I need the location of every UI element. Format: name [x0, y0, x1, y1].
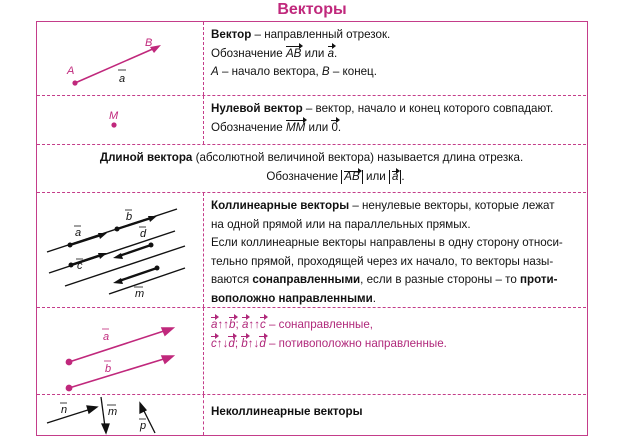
- dir-l2-c: c: [211, 335, 217, 354]
- dir-l1-sym2: ↑↑: [248, 318, 260, 331]
- label-n: n: [61, 404, 68, 416]
- label-a: a: [119, 73, 126, 85]
- length-term: Длиной вектора: [99, 151, 193, 164]
- zero-notation-0: 0: [331, 119, 337, 138]
- length-notation-a: a: [391, 169, 399, 183]
- start-letter: A: [211, 65, 219, 79]
- dir-l1-b: b: [229, 316, 235, 335]
- vector-text: [211, 26, 583, 82]
- length-notation-prefix: Обозначение: [266, 169, 342, 183]
- collinear-figure: [37, 193, 204, 308]
- dir-l2-b: b: [241, 335, 247, 354]
- label-m: m: [108, 406, 118, 418]
- row-vector: [37, 22, 586, 96]
- row-zero-vector: [37, 96, 586, 145]
- collinear-line5a: ваются: [211, 273, 253, 287]
- length-text: [37, 149, 586, 186]
- label-p: p: [140, 420, 147, 432]
- length-def: (абсолютной величиной вектора) называется длина отрезка.: [192, 151, 524, 164]
- label-A: A: [67, 65, 75, 77]
- row-vector-length: [37, 145, 586, 193]
- noncollinear-figure: [37, 395, 204, 435]
- zero-notation-or: или: [305, 120, 332, 134]
- collinear-figure-cell: [37, 193, 204, 307]
- vectors-table: [36, 21, 588, 436]
- opposite-term-part1: проти-: [519, 273, 558, 287]
- length-notation-or: или: [362, 169, 389, 183]
- length-abs-ab: [341, 170, 362, 184]
- vector-notation-a: a: [328, 45, 334, 64]
- dir-l2-d: d: [228, 335, 234, 354]
- dir-l1-c: c: [260, 316, 266, 335]
- dir-l2-sep: ;: [234, 336, 242, 350]
- zero-vector-text: [211, 100, 583, 137]
- dir-l1-a2: a: [242, 316, 248, 335]
- row-collinear: [37, 193, 586, 308]
- zero-vector-figure-cell: [37, 96, 204, 144]
- zero-vector-term: Нулевой вектор: [211, 102, 303, 115]
- length-notation-end: .: [401, 169, 405, 183]
- page-title: Векторы: [277, 1, 347, 18]
- start-text: – начало вектора,: [218, 65, 322, 79]
- codirected-term: сонаправленными: [252, 273, 361, 287]
- vector-figure: [37, 22, 204, 96]
- label-B: B: [145, 37, 153, 49]
- vector-def: – направленный отрезок.: [251, 28, 391, 41]
- zero-vector-def: – вектор, начало и конец которого совпадают.: [302, 102, 554, 115]
- zero-notation-end: .: [337, 120, 342, 134]
- end-text: – конец.: [329, 65, 377, 79]
- zero-vector-figure: [37, 96, 204, 145]
- noncollinear-figure-cell: [37, 395, 204, 435]
- label-a: a: [75, 227, 82, 239]
- label-m: m: [135, 288, 145, 300]
- label-d: d: [140, 228, 147, 240]
- label-c: c: [77, 260, 83, 272]
- label-M: M: [109, 110, 119, 122]
- vector-notation-ab: AB: [286, 45, 301, 64]
- dir-l2-sym: ↑↓: [216, 336, 229, 350]
- dir-l1-sym: ↑↑: [217, 318, 230, 331]
- zero-notation-mm: MM: [286, 119, 305, 138]
- dir-l1-text: – сонаправленные,: [265, 318, 373, 331]
- collinear-term: Коллинеарные векторы: [211, 199, 350, 212]
- collinear-line5c: , если в разные стороны – то: [360, 273, 520, 287]
- collinear-line2: на одной прямой или на параллельных прямых.: [211, 217, 471, 231]
- row-noncollinear: [37, 395, 586, 435]
- collinear-line6-end: .: [372, 291, 376, 305]
- noncollinear-term: Неколлинеарные векторы: [211, 405, 363, 418]
- vector-notation-prefix: Обозначение: [211, 46, 286, 60]
- collinear-text: [211, 197, 583, 309]
- label-a: a: [103, 331, 110, 343]
- dir-l2-text: – потивоположно направленные.: [265, 336, 447, 350]
- dir-l2-sym2: ↑↓: [247, 336, 260, 350]
- length-abs-a: [389, 170, 401, 184]
- direction-text: [211, 316, 583, 353]
- collinear-line4: тельно прямой, проходящей через их начало, то векторы назы-: [211, 254, 554, 268]
- direction-figure-cell: [37, 308, 204, 394]
- collinear-line1: – ненулевые векторы, которые лежат: [349, 199, 555, 212]
- dir-l1-sep: ;: [235, 318, 242, 331]
- opposite-term-part2: воположно направленными: [211, 291, 373, 305]
- noncollinear-text: [211, 403, 583, 422]
- end-letter: B: [321, 65, 330, 79]
- vector-term: Вектор: [211, 28, 252, 41]
- dir-l1-a: a: [211, 316, 217, 335]
- vector-figure-cell: [37, 22, 204, 95]
- length-notation-ab: AB: [344, 169, 360, 183]
- label-b: b: [105, 363, 112, 375]
- label-b: b: [126, 211, 133, 223]
- vector-notation-end: .: [334, 46, 338, 60]
- zero-notation-prefix: Обозначение: [211, 120, 286, 134]
- dir-l2-d2: d: [259, 335, 265, 354]
- collinear-line3: Если коллинеарные векторы направлены в одну сторону относи-: [211, 236, 563, 250]
- direction-figure: [37, 308, 204, 395]
- row-direction: [37, 308, 586, 395]
- vector-notation-or: или: [301, 46, 328, 60]
